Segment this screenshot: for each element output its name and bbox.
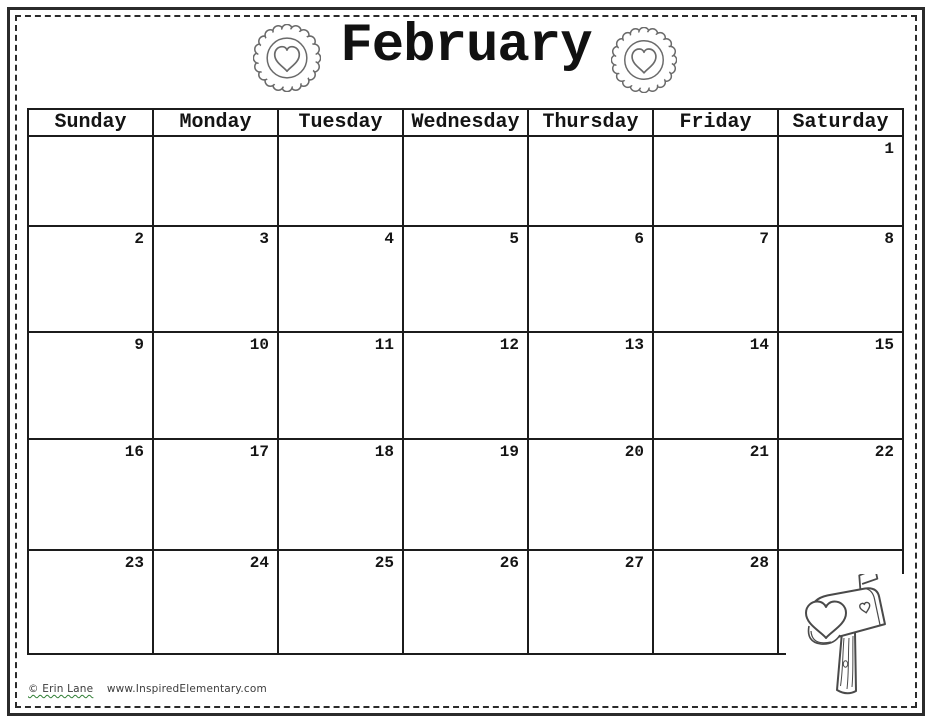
calendar-table xyxy=(27,108,904,655)
calendar-cell: 6 xyxy=(528,226,653,332)
day-header-saturday: Saturday xyxy=(778,109,903,136)
calendar-cell: 27 xyxy=(528,550,653,654)
calendar-cell: 2 xyxy=(28,226,153,332)
calendar-cell xyxy=(653,136,778,226)
heart-seal-icon xyxy=(610,27,678,93)
valentine-mailbox-icon xyxy=(786,574,906,697)
calendar-cell: 23 xyxy=(28,550,153,654)
calendar-cell: 22 xyxy=(778,439,903,550)
calendar-cell: 9 xyxy=(28,332,153,439)
week-row xyxy=(28,136,903,226)
calendar-cell: 4 xyxy=(278,226,403,332)
calendar-cell: 8 xyxy=(778,226,903,332)
calendar-cell xyxy=(153,136,278,226)
calendar-cell: 25 xyxy=(278,550,403,654)
footer-website: www.InspiredElementary.com xyxy=(106,683,267,695)
calendar-cell: 24 xyxy=(153,550,278,654)
calendar-cell xyxy=(28,136,153,226)
calendar-cell xyxy=(278,136,403,226)
calendar-cell: 20 xyxy=(528,439,653,550)
day-header-monday: Monday xyxy=(153,109,278,136)
calendar-cell: 7 xyxy=(653,226,778,332)
footer-credit-line xyxy=(28,683,267,695)
day-header-friday: Friday xyxy=(653,109,778,136)
heart-seal-icon xyxy=(251,24,323,92)
week-row xyxy=(28,550,903,654)
calendar-cell: 28 xyxy=(653,550,778,654)
footer-author: © Erin Lane xyxy=(28,683,94,695)
calendar-cell: 26 xyxy=(403,550,528,654)
calendar-cell: 17 xyxy=(153,439,278,550)
calendar-cell: 12 xyxy=(403,332,528,439)
day-header-sunday: Sunday xyxy=(28,109,153,136)
calendar-cell: 15 xyxy=(778,332,903,439)
month-title: February xyxy=(340,16,592,77)
calendar-cell: 18 xyxy=(278,439,403,550)
calendar-cell: 13 xyxy=(528,332,653,439)
day-header-tuesday: Tuesday xyxy=(278,109,403,136)
calendar-cell: 11 xyxy=(278,332,403,439)
calendar-cell: 3 xyxy=(153,226,278,332)
calendar-cell xyxy=(403,136,528,226)
calendar-cell: 14 xyxy=(653,332,778,439)
week-row xyxy=(28,439,903,550)
day-header-thursday: Thursday xyxy=(528,109,653,136)
calendar-cell: 10 xyxy=(153,332,278,439)
day-header-row xyxy=(28,109,903,136)
calendar-cell: 1 xyxy=(778,136,903,226)
calendar-cell xyxy=(528,136,653,226)
calendar-cell: 21 xyxy=(653,439,778,550)
week-row xyxy=(28,226,903,332)
calendar-cell: 19 xyxy=(403,439,528,550)
calendar-cell: 5 xyxy=(403,226,528,332)
week-row xyxy=(28,332,903,439)
calendar-cell: 16 xyxy=(28,439,153,550)
day-header-wednesday: Wednesday xyxy=(403,109,528,136)
